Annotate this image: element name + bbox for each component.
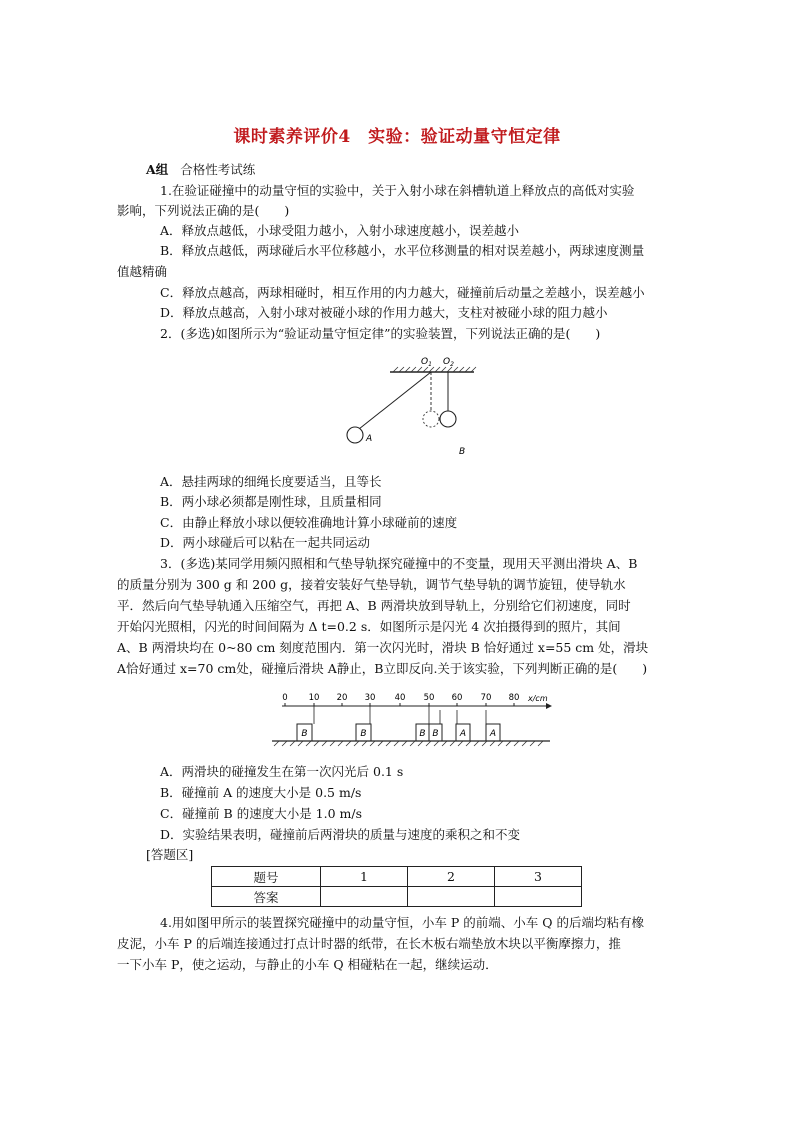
q2-stem: 2．(多选)如图所示为“验证动量守恒定律”的实验装置，下列说法正确的是( )	[160, 326, 601, 341]
pendulum-figure	[330, 350, 490, 462]
answer-table-header-cell: 2	[408, 867, 495, 887]
answer-table-header-cell: 3	[495, 867, 582, 887]
q2-option-c: C．由静止释放小球以便较准确地计算小球碰前的速度	[160, 515, 458, 530]
slider-blocks	[297, 724, 500, 741]
q3-stem-line6: A恰好通过 x=70 cm处，碰撞后滑块 A静止，B立即反向.关于该实验，下列判断正确的是( )	[117, 661, 648, 676]
q1-option-d: D．释放点越高，入射小球对被碰小球的作用力越大，支柱对被碰小球的阻力越小	[160, 305, 608, 320]
tick-labels	[282, 693, 519, 703]
tick-label-80: 80	[508, 693, 520, 703]
pivot-o2-label: $O_2$	[443, 357, 454, 368]
block-label-b-3: B	[419, 729, 426, 739]
position-markers	[314, 706, 486, 724]
group-name: 合格性考试练	[180, 162, 256, 177]
tick-label-30: 30	[364, 693, 376, 703]
q1-stem-line2: 影响，下列说法正确的是( )	[117, 203, 290, 218]
answer-table	[211, 866, 582, 907]
ball-b-label: B	[459, 447, 466, 457]
q1-option-b-line2: 值越精确	[117, 264, 168, 279]
q1-option-a: A．释放点越低，小球受阻力越小，入射小球速度越小，误差越小	[160, 223, 520, 238]
group-label: A组	[146, 162, 169, 177]
block-label-a-1: A	[459, 729, 467, 739]
q2-option-a: A．悬挂两球的细绳长度要适当，且等长	[160, 474, 382, 489]
answer-cell-2[interactable]	[408, 887, 495, 907]
tick-label-50: 50	[423, 693, 435, 703]
tick-label-40: 40	[394, 693, 406, 703]
tick-label-0: 0	[282, 693, 288, 703]
q2-option-b: B．两小球必须都是刚性球，且质量相同	[160, 494, 382, 509]
answer-table-header-cell: 1	[321, 867, 408, 887]
tick-label-20: 20	[336, 693, 348, 703]
ball-rest-position	[423, 411, 439, 427]
tick-label-70: 70	[480, 693, 492, 703]
q3-option-d: D．实验结果表明，碰撞前后两滑块的质量与速度的乘积之和不变	[160, 827, 521, 842]
ball-b	[440, 411, 456, 427]
page-title: 课时素养评价4 实验：验证动量守恒定律	[233, 127, 561, 147]
q1-option-c: C．释放点越高，两球相碰时，相互作用的内力越大，碰撞前后动量之差越小，误差越小	[160, 285, 645, 300]
q3-stem-line2: 的质量分别为 300 g 和 200 g，接着安装好气垫导轨，调节气垫导轨的调节旋钮，使导轨水	[117, 577, 626, 592]
q3-option-b: B．碰撞前 A 的速度大小是 0.5 m/s	[160, 785, 362, 800]
track-hatch	[274, 741, 543, 746]
answer-area-label: [答题区]	[146, 847, 194, 862]
q4-stem-line2: 皮泥，小车 P 的后端连接通过打点计时器的纸带，在长木板右端垫放木块以平衡摩擦力，推	[117, 936, 621, 951]
answer-cell-3[interactable]	[495, 887, 582, 907]
air-track-figure	[260, 688, 560, 748]
q4-stem-line1: 4.用如图甲所示的装置探究碰撞中的动量守恒，小车 P 的前端、小车 Q 的后端均粘有橡	[160, 915, 644, 930]
ball-a-label: A	[366, 434, 373, 444]
ceiling-hatch	[393, 367, 476, 372]
axis-label: x/cm	[528, 694, 548, 703]
string-a	[359, 372, 431, 429]
tick-label-10: 10	[308, 693, 320, 703]
q1-stem-line1: 1.在验证碰撞中的动量守恒的实验中，关于入射小球在斜槽轨道上释放点的高低对实验	[160, 183, 635, 198]
q2-option-d: D．两小球碰后可以粘在一起共同运动	[160, 535, 371, 550]
q1-option-b-line1: B．释放点越低，两球碰后水平位移越小，水平位移测量的相对误差越小，两球速度测量	[160, 243, 645, 258]
answer-table-answer-row	[212, 887, 582, 907]
q4-stem-line3: 一下小车 P，使之运动，与静止的小车 Q 相碰粘在一起，继续运动．	[117, 957, 498, 972]
answer-cell-1[interactable]	[321, 887, 408, 907]
ball-a	[347, 427, 363, 443]
tick-label-60: 60	[451, 693, 463, 703]
axis-arrow	[546, 703, 552, 709]
block-label-b-2: B	[360, 729, 367, 739]
answer-table-header-cell: 题号	[212, 867, 321, 887]
pivot-o1-label: $O_1$	[421, 357, 432, 368]
q3-stem-line5: A、B 两滑块均在 0~80 cm 刻度范围内．第一次闪光时，滑块 B 恰好通过 x=55 cm 处，滑块	[117, 640, 649, 655]
block-label-b-4: B	[432, 729, 439, 739]
block-label-a-2: A	[489, 729, 497, 739]
block-label-b-1: B	[301, 729, 308, 739]
answer-table-header-row	[212, 867, 582, 887]
group-heading	[146, 160, 255, 180]
answer-row-label: 答案	[212, 887, 321, 907]
q3-option-c: C．碰撞前 B 的速度大小是 1.0 m/s	[160, 806, 363, 821]
q3-option-a: A．两滑块的碰撞发生在第一次闪光后 0.1 s	[160, 764, 404, 779]
q3-stem-line1: 3．(多选)某同学用频闪照相和气垫导轨探究碰撞中的不变量，现用天平测出滑块 A、B	[160, 556, 638, 571]
q3-stem-line4: 开始闪光照相，闪光的时间间隔为 Δ t=0.2 s．如图所示是闪光 4 次拍摄得到的照片，其间	[117, 619, 621, 634]
q3-stem-line3: 平．然后向气垫导轨通入压缩空气，再把 A、B 两滑块放到导轨上，分别给它们初速度，同时	[117, 598, 631, 613]
